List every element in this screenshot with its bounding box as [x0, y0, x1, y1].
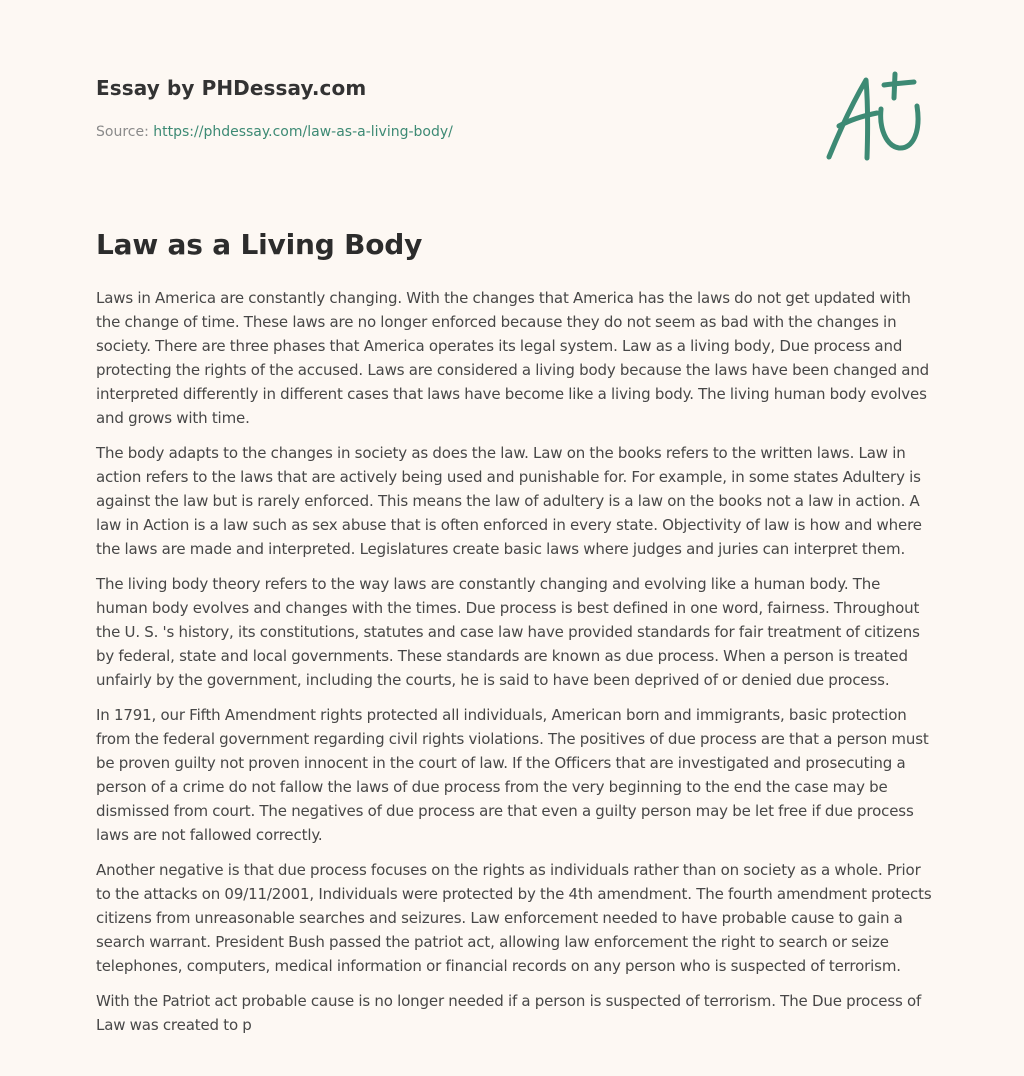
essay-paragraph: The living body theory refers to the way laws are constantly changing and evolving like a human body. The human body evolves and changes with the times. Due process is best defined in one word, fairness. Throughout the U. S. 's history, its constitutions, statutes and case law have provided standards for fair treatment of citizens by federal, state and local governments. These standards are known as due process. When a person is treated unfairly by the government, including the courts, he is said to have been deprived of or denied due process.	[96, 575, 920, 689]
essay-paragraph: In 1791, our Fifth Amendment rights protected all individuals, American born and immigrants, basic protection from the federal government regarding civil rights violations. The positives of due process are that a person must be proven guilty not proven innocent in the court of law. If the Officers that are investigated and prosecuting a person of a crime do not fallow the laws of due process from the very beginning to the end the case may be dismissed from court. The negatives of due process are that even a guilty person may be let free if due process laws are not fallowed correctly.	[96, 706, 929, 844]
essay-title: Law as a Living Body	[96, 228, 423, 261]
essay-paragraph: Another negative is that due process focuses on the rights as individuals rather than on society as a whole. Prior to the attacks on 09/11/2001, Individuals were protected by the 4th amendment. The fourth amendment protects citizens from unreasonable searches and seizures. Law enforcement needed to have probable cause to gain a search warrant. President Bush passed the patriot act, allowing law enforcement the right to search or seize telephones, computers, medical information or financial records on any person who is suspected of terrorism.	[96, 861, 932, 975]
source-line	[96, 124, 453, 140]
essay-paragraph: Laws in America are constantly changing. With the changes that America has the laws do not get updated with the change of time. These laws are no longer enforced because they do not seem as bad with the changes in society. There are three phases that America operates its legal system. Law as a living body, Due process and protecting the rights of the accused. Laws are considered a living body because the laws have been changed and interpreted differently in different cases that laws have become like a living body. The living human body evolves and grows with time.	[96, 289, 930, 427]
essay-paragraph: The body adapts to the changes in society as does the law. Law on the books refers to the written laws. Law in action refers to the laws that are actively being used and punishable for. For example, in some states Adultery is against the law but is rarely enforced. This means the law of adultery is a law on the books not a law in action. A law in Action is a law such as sex abuse that is often enforced in every state. Objectivity of law is how and where the laws are made and interpreted. Legislatures create basic laws where judges and juries can interpret them.	[96, 444, 922, 558]
essay-body	[96, 286, 936, 1048]
source-label: Source:	[96, 124, 154, 140]
essay-paragraph: With the Patriot act probable cause is no longer needed if a person is suspected of terrorism. The Due process of Law was created to p	[96, 992, 922, 1034]
source-link[interactable]: https://phdessay.com/law-as-a-living-body/	[153, 124, 453, 140]
a-plus-grade-icon	[822, 68, 926, 164]
site-brand: Essay by PHDessay.com	[96, 76, 367, 100]
